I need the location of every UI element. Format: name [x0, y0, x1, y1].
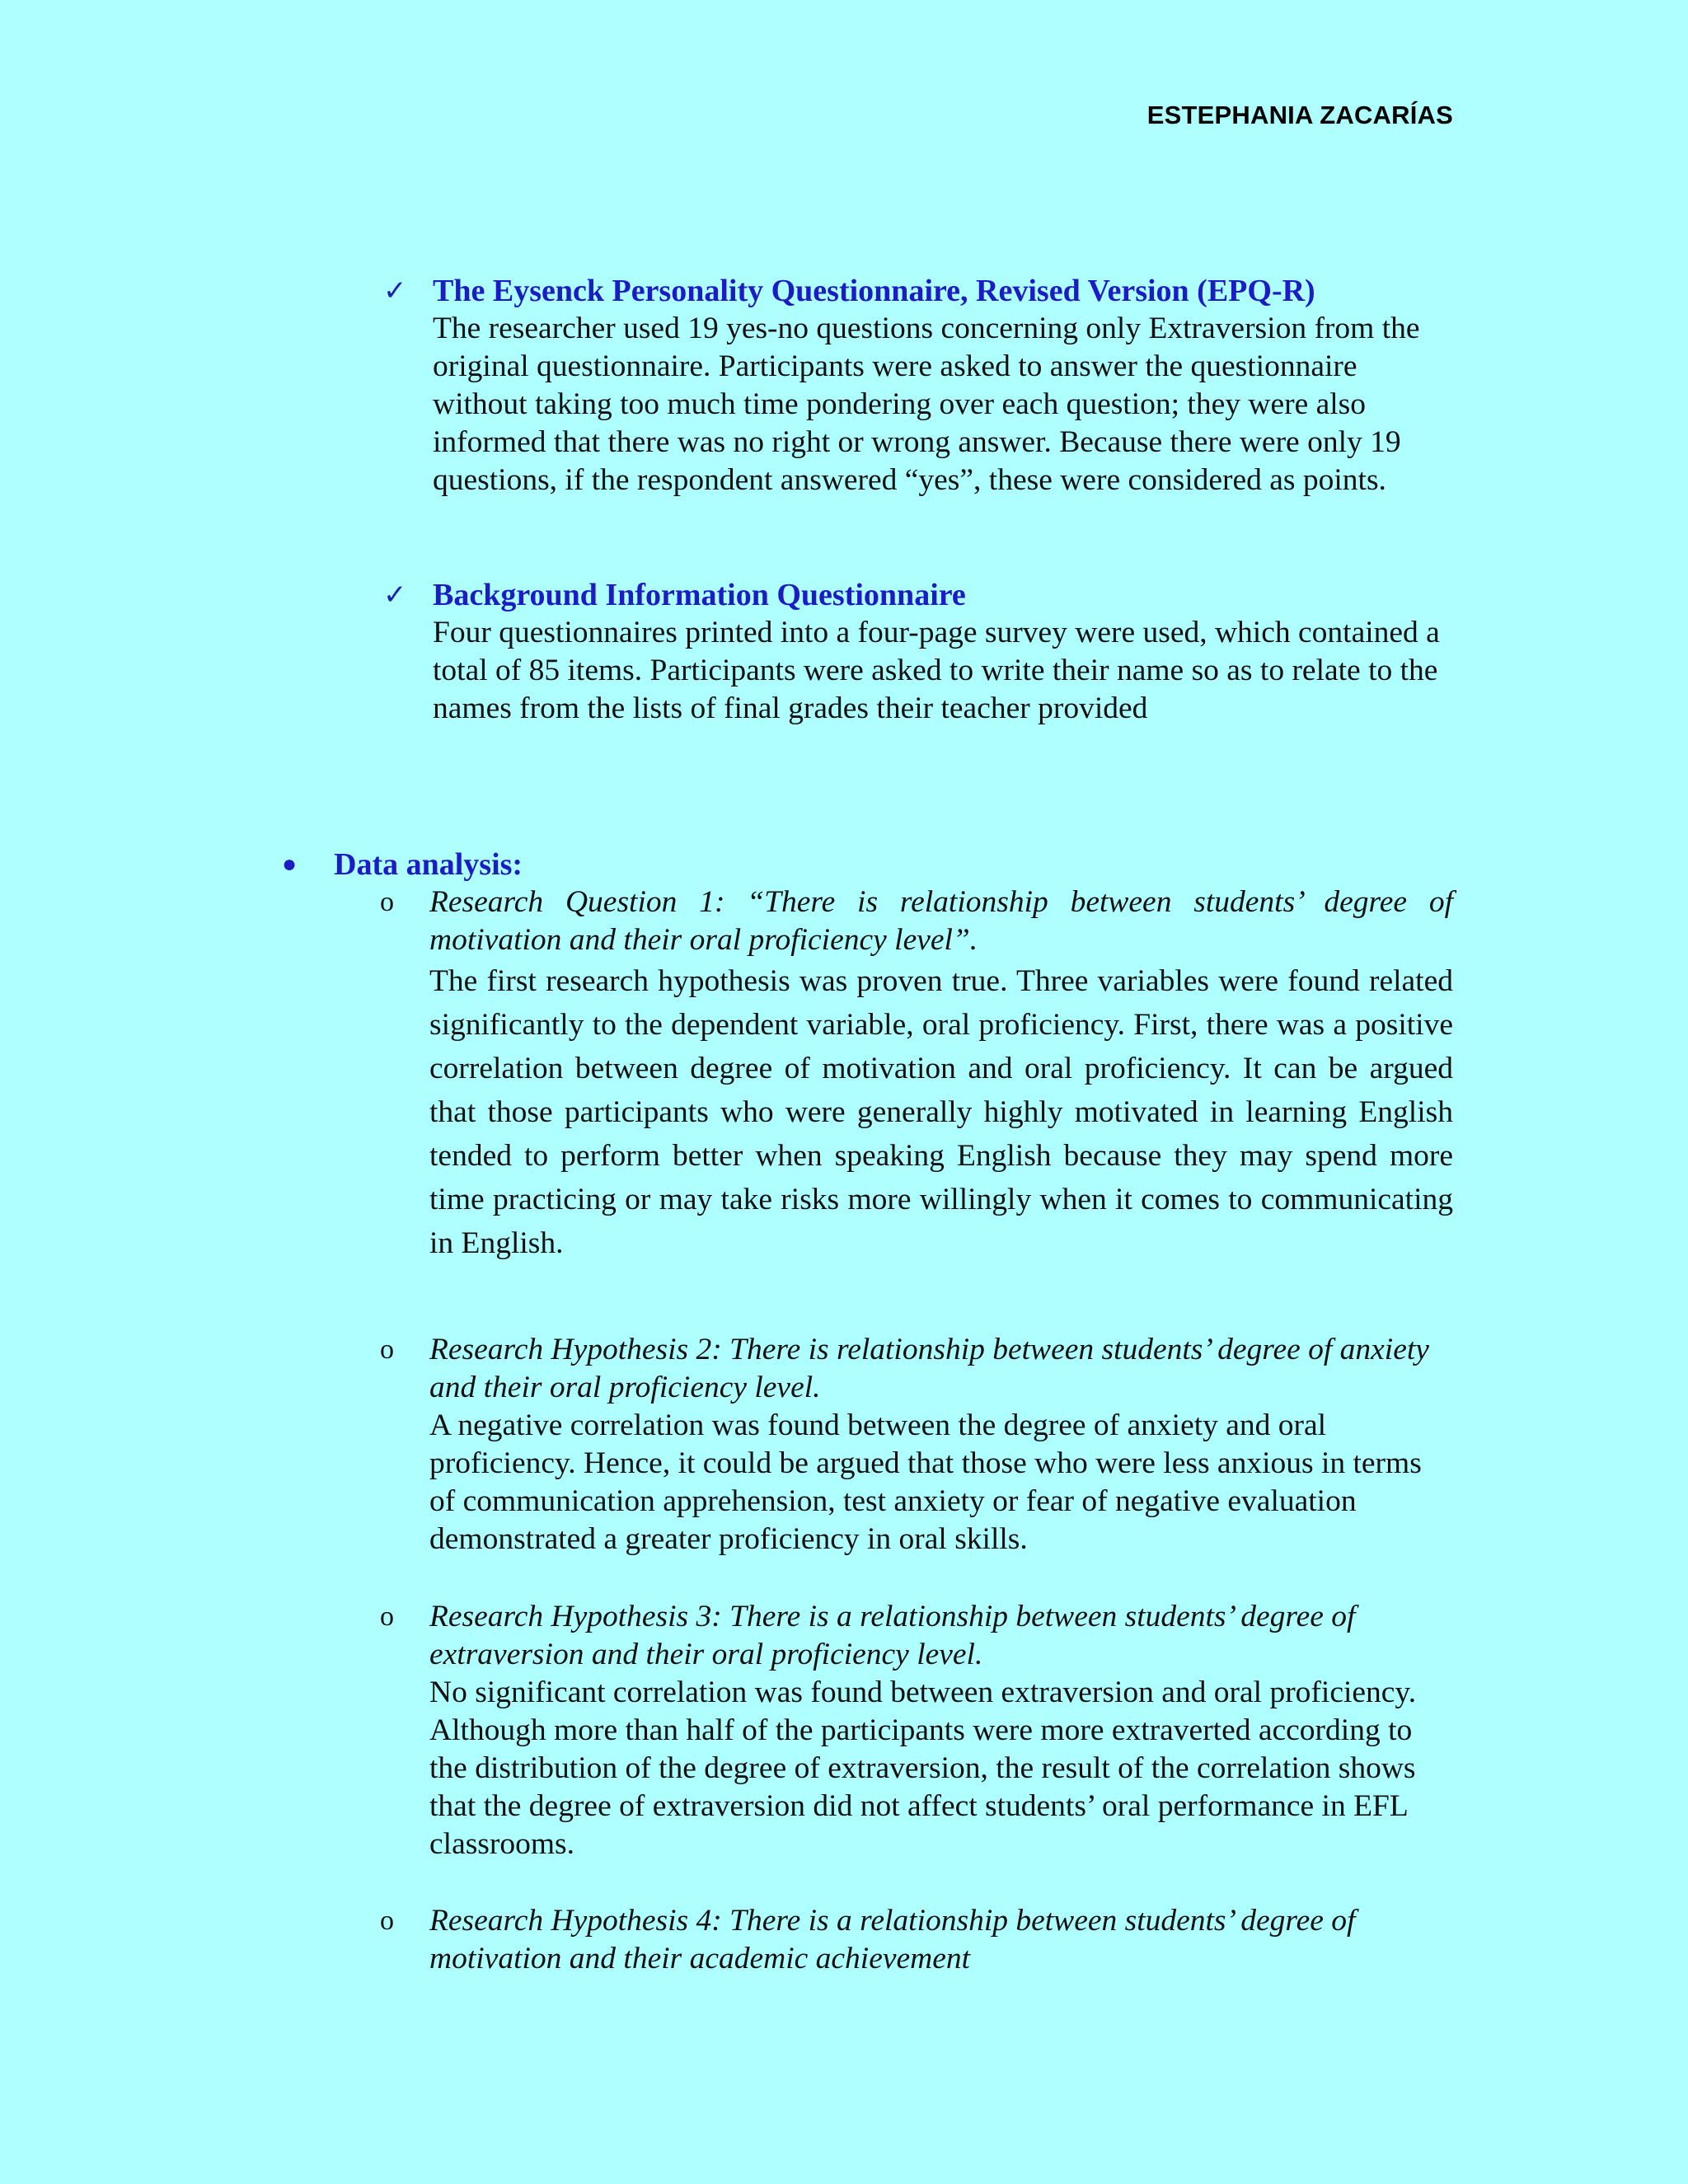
background-questionnaire-section	[383, 576, 1455, 728]
research-question: Research Hypothesis 2: There is relationship between students’ degree of anxiety and their oral proficiency level.	[429, 1333, 1429, 1404]
section-heading: The Eysenck Personality Questionnaire, Revised Version (EPQ-R)	[433, 274, 1315, 308]
epq-r-section	[383, 272, 1455, 499]
section-body: Four questionnaires printed into a four-page survey were used, which contained a total of 85 items. Participants were asked to write their name so as to relate to the names from the lists of final grades their teacher provided	[433, 616, 1440, 725]
circle-bullet-icon: o	[380, 887, 394, 917]
research-item-3	[380, 1598, 1453, 1863]
data-analysis-label: Data analysis:	[334, 847, 523, 882]
research-item-1	[380, 883, 1453, 1265]
circle-bullet-icon: o	[380, 1601, 394, 1632]
section-body: The researcher used 19 yes-no questions concerning only Extraversion from the original questionnaire. Participants were asked to answer the questionnaire without taking too much time pondering over each question; they were also informed that there was no right or wrong answer. Because there were only 19 questions, if the respondent answered “yes”, these were considered as points.	[433, 312, 1420, 497]
section-heading: Background Information Questionnaire	[433, 578, 966, 612]
research-answer: The first research hypothesis was proven true. Three variables were found related significantly to the dependent variable, oral proficiency. First, there was a positive correlation between degree of motivation and oral proficiency. It can be argued that those participants who were generally highly motivated in learning English tended to perform better when speaking English because they may spend more time practicing or may take risks more willingly when it comes to communicating in English.	[429, 964, 1453, 1260]
check-icon: ✓	[383, 274, 407, 307]
research-question: Research Hypothesis 3: There is a relationship between students’ degree of extraversion and their oral proficiency level.	[429, 1600, 1356, 1671]
research-answer: A negative correlation was found between the degree of anxiety and oral proficiency. Hence, it could be argued that those who were less anxious in terms of communication apprehension, test anxiety or fear of negative evaluation demonstrated a greater proficiency in oral skills.	[429, 1408, 1422, 1556]
research-item-4	[380, 1902, 1453, 1978]
page-header-author: ESTEPHANIA ZACARÍAS	[1146, 101, 1453, 129]
research-question: Research Hypothesis 4: There is a relationship between students’ degree of motivation and their academic achievement	[429, 1904, 1356, 1975]
check-icon: ✓	[383, 579, 407, 612]
research-item-2	[380, 1331, 1453, 1558]
circle-bullet-icon: o	[380, 1334, 394, 1365]
bullet-icon: ●	[282, 851, 298, 878]
research-answer: No significant correlation was found between extraversion and oral proficiency. Although more than half of the participants were more extraverted according to the distribution of the degree of extraversion, the result of the correlation shows that the degree of extraversion did not affect students’ oral performance in EFL classrooms.	[429, 1675, 1417, 1861]
circle-bullet-icon: o	[380, 1905, 394, 1936]
research-question: Research Question 1: “There is relationship between students’ degree of motivation and their oral proficiency level”.	[429, 885, 1453, 957]
